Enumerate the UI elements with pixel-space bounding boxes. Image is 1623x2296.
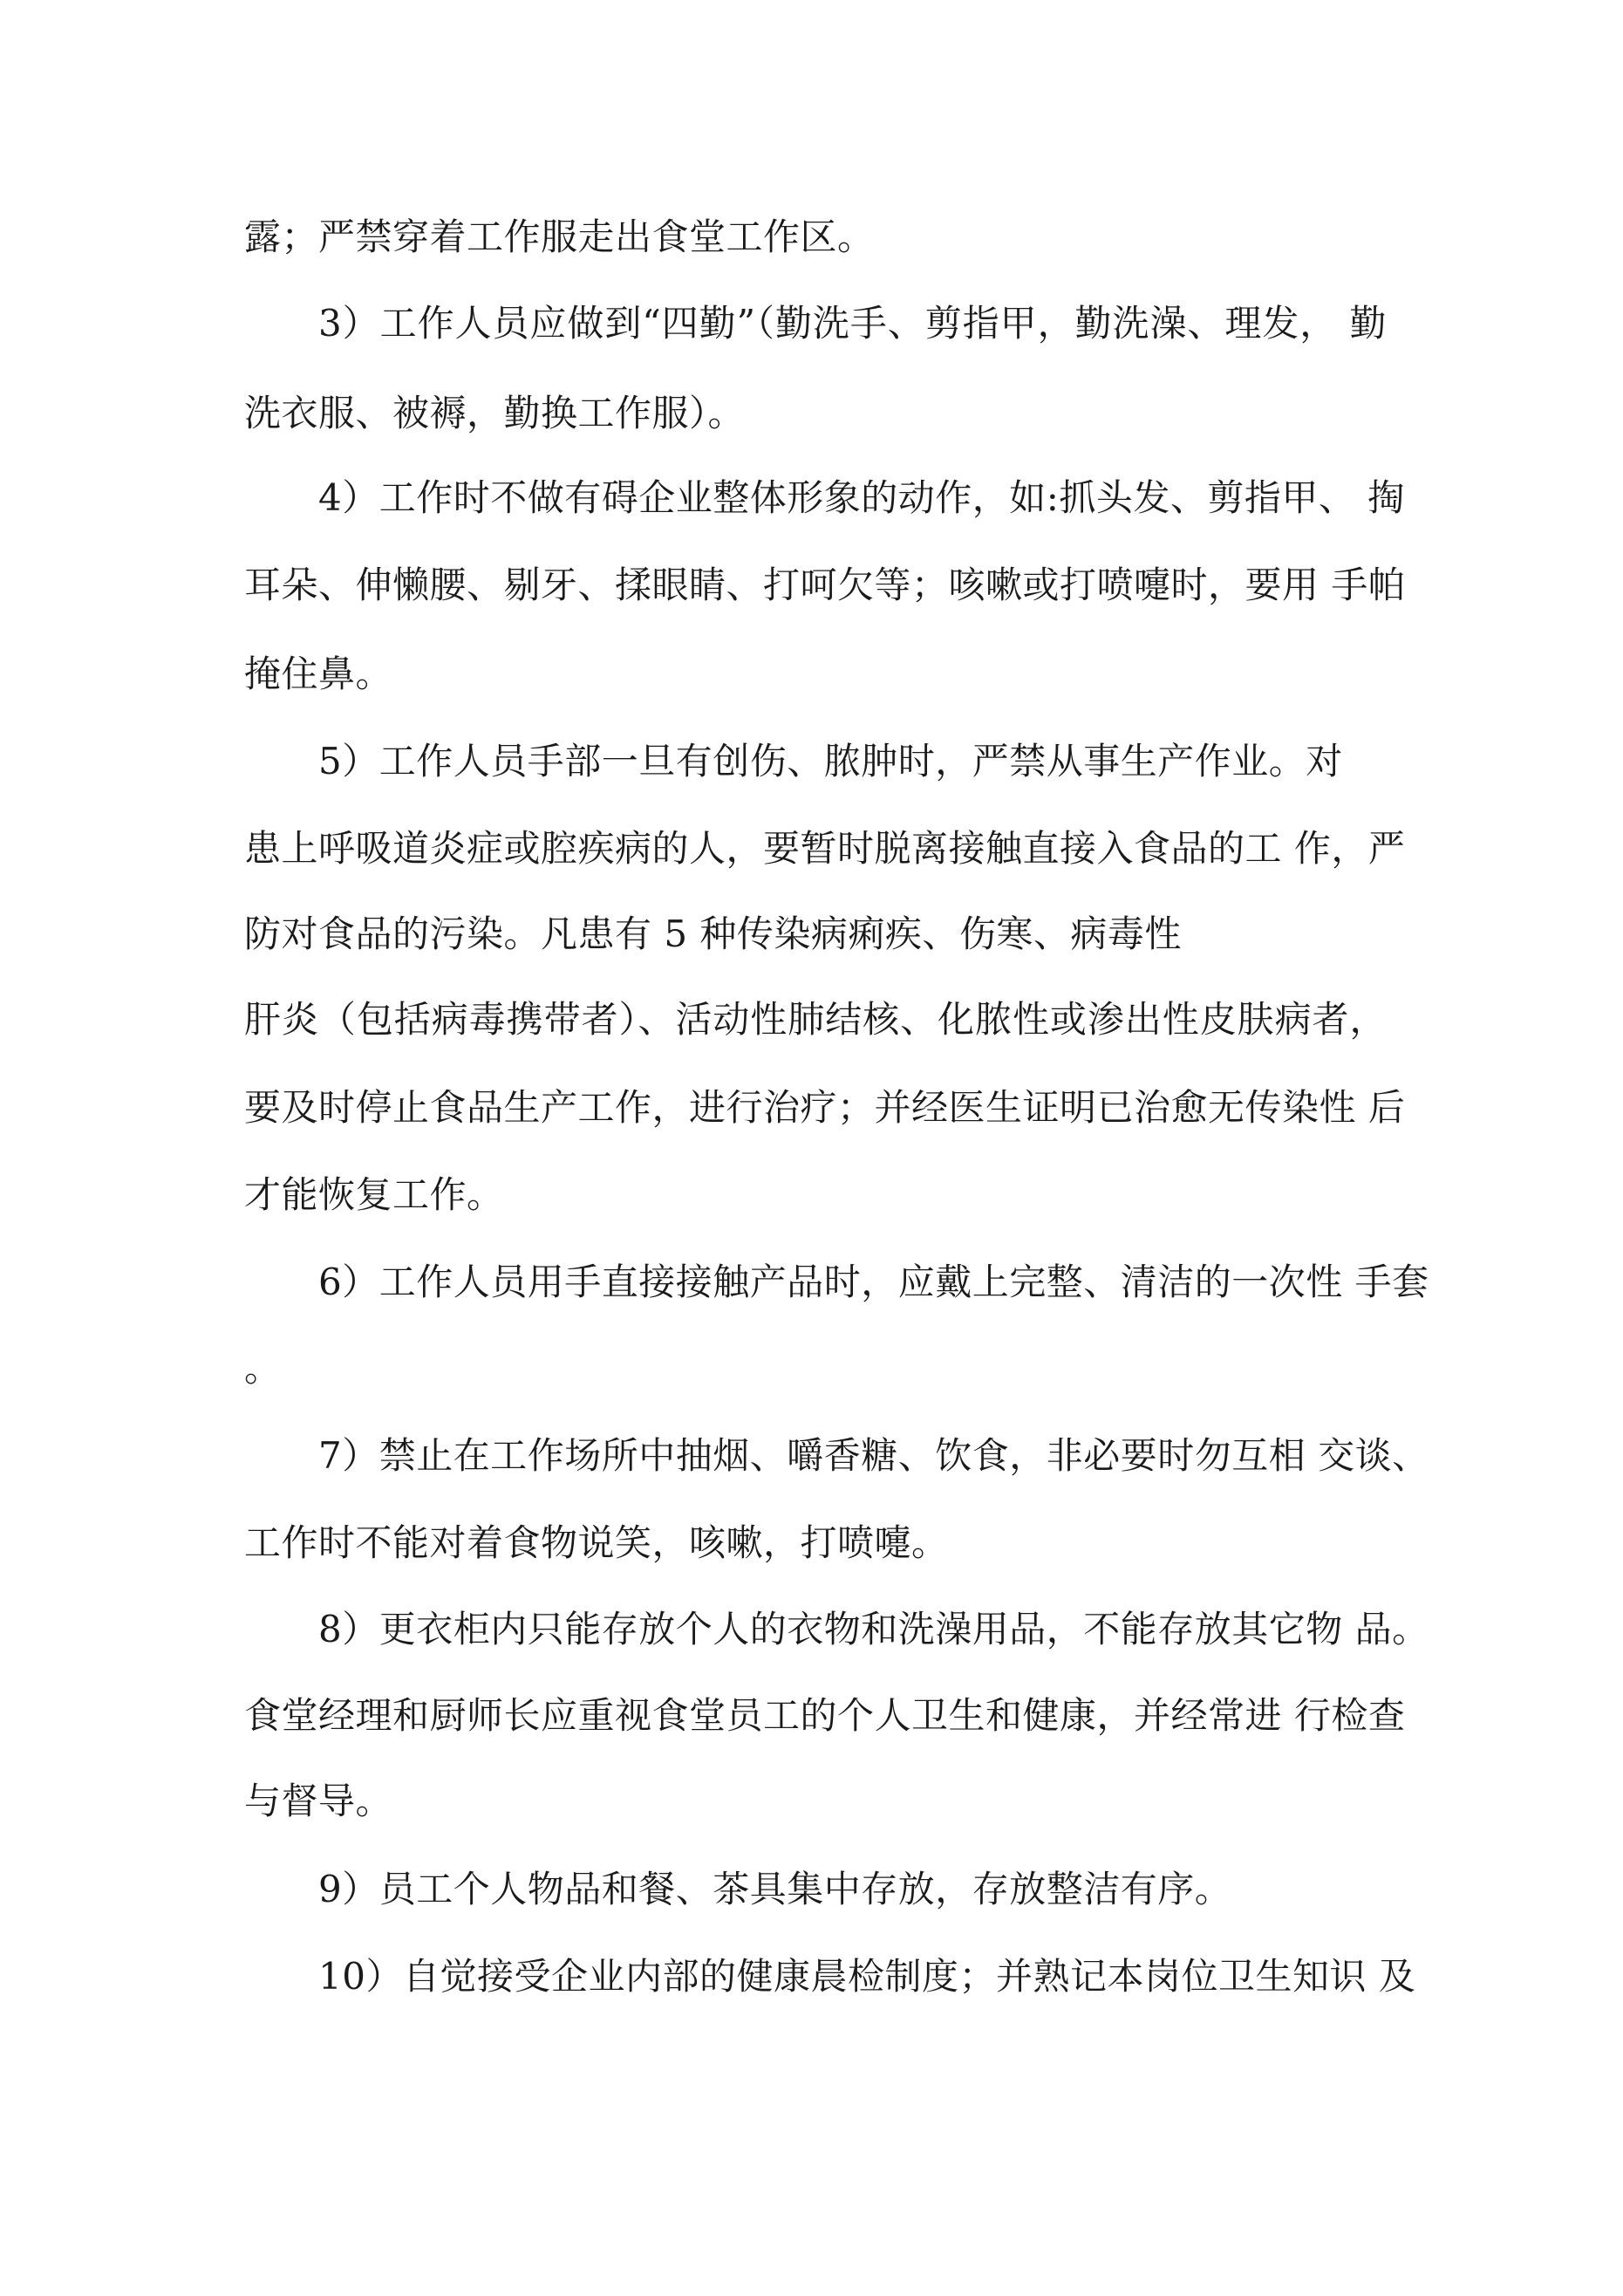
- text-line: 与督导。: [244, 1780, 393, 1822]
- text-line: 要及时停止食品生产工作，进行治疗；并经医生证明已治愈无传染性 后: [244, 1086, 1406, 1129]
- text-line: 6）工作人员用手直接接触产品时，应戴上完整、清洁的一次性 手套: [318, 1261, 1429, 1303]
- text-line: 3）工作人员应做到“四勤”（勤洗手、剪指甲，勤洗澡、理发， 勤: [318, 302, 1387, 345]
- text-line: 4）工作时不做有碍企业整体形象的动作，如:抓头发、剪指甲、 掏: [318, 476, 1405, 519]
- text-line: 9）员工个人物品和餐、茶具集中存放，存放整洁有序。: [318, 1868, 1232, 1910]
- text-line: 防对食品的污染。凡患有 5 种传染病痢疾、伤寒、病毒性: [244, 912, 1182, 955]
- text-line: 7）禁止在工作场所中抽烟、嚼香糖、饮食，非必要时勿互相 交谈、: [318, 1434, 1429, 1477]
- text-line: 工作时不能对着食物说笑，咳嗽，打喷嚏。: [244, 1521, 949, 1564]
- text-line: 5）工作人员手部一旦有创伤、脓肿时，严禁从事生产作业。对: [318, 740, 1343, 782]
- text-line: 肝炎（包括病毒携带者）、活动性肺结核、化脓性或渗出性皮肤病者，: [244, 998, 1387, 1041]
- text-line: 10）自觉接受企业内部的健康晨检制度；并熟记本岗位卫生知识 及: [318, 1955, 1416, 1998]
- text-line: 掩住鼻。: [244, 653, 393, 695]
- text-line: 露；严禁穿着工作服走出食堂工作区。: [244, 215, 875, 258]
- text-line: 患上呼吸道炎症或腔疾病的人，要暂时脱离接触直接入食品的工 作，严: [244, 827, 1406, 870]
- text-line: 洗衣服、被褥，勤换工作服）。: [244, 392, 746, 434]
- text-line: 才能恢复工作。: [244, 1173, 504, 1216]
- text-line: 8）更衣柜内只能存放个人的衣物和洗澡用品，不能存放其它物 品。: [318, 1608, 1429, 1650]
- text-line: 。: [244, 1347, 282, 1390]
- text-line: 耳朵、伸懒腰、剔牙、揉眼睛、打呵欠等；咳嗽或打喷嚏时，要用 手帕: [244, 564, 1406, 606]
- text-line: 食堂经理和厨师长应重视食堂员工的个人卫生和健康，并经常进 行检查: [244, 1694, 1406, 1737]
